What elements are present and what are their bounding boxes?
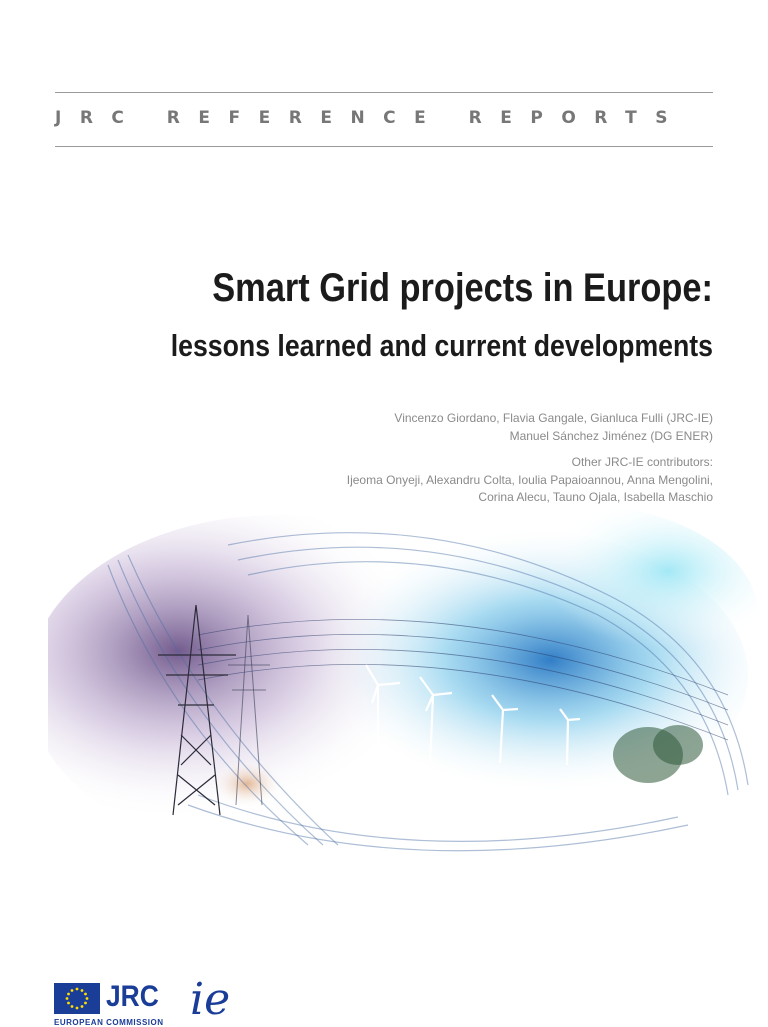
ie-logo: ie (190, 974, 231, 1025)
eu-flag-icon (54, 983, 100, 1014)
contributors-block (113, 454, 713, 507)
authors-block (113, 410, 713, 445)
european-commission-label: EUROPEAN COMMISSION (54, 1018, 164, 1027)
footer-logos (54, 974, 314, 1027)
contributors-line-1: Ijeoma Onyeji, Alexandru Colta, Ioulia Papaioannou, Anna Mengolini, (346, 472, 713, 487)
bottom-rule (55, 146, 713, 147)
authors-line-1: Vincenzo Giordano, Flavia Gangale, Gianluca Fulli (JRC-IE) (394, 411, 713, 425)
cover-illustration (48, 505, 760, 885)
authors-line-2: Manuel Sánchez Jiménez (DG ENER) (509, 428, 713, 443)
jrc-logo: JRC (106, 980, 159, 1013)
contributors-line-2: Corina Alecu, Tauno Ojala, Isabella Maschio (478, 490, 713, 504)
contributors-label: Other JRC-IE contributors: (571, 455, 713, 469)
report-subtitle: lessons learned and current developments (170, 328, 714, 363)
report-title: Smart Grid projects in Europe: (212, 266, 713, 310)
top-rule (55, 92, 713, 93)
series-title: JRC REFERENCE REPORTS (55, 108, 686, 128)
